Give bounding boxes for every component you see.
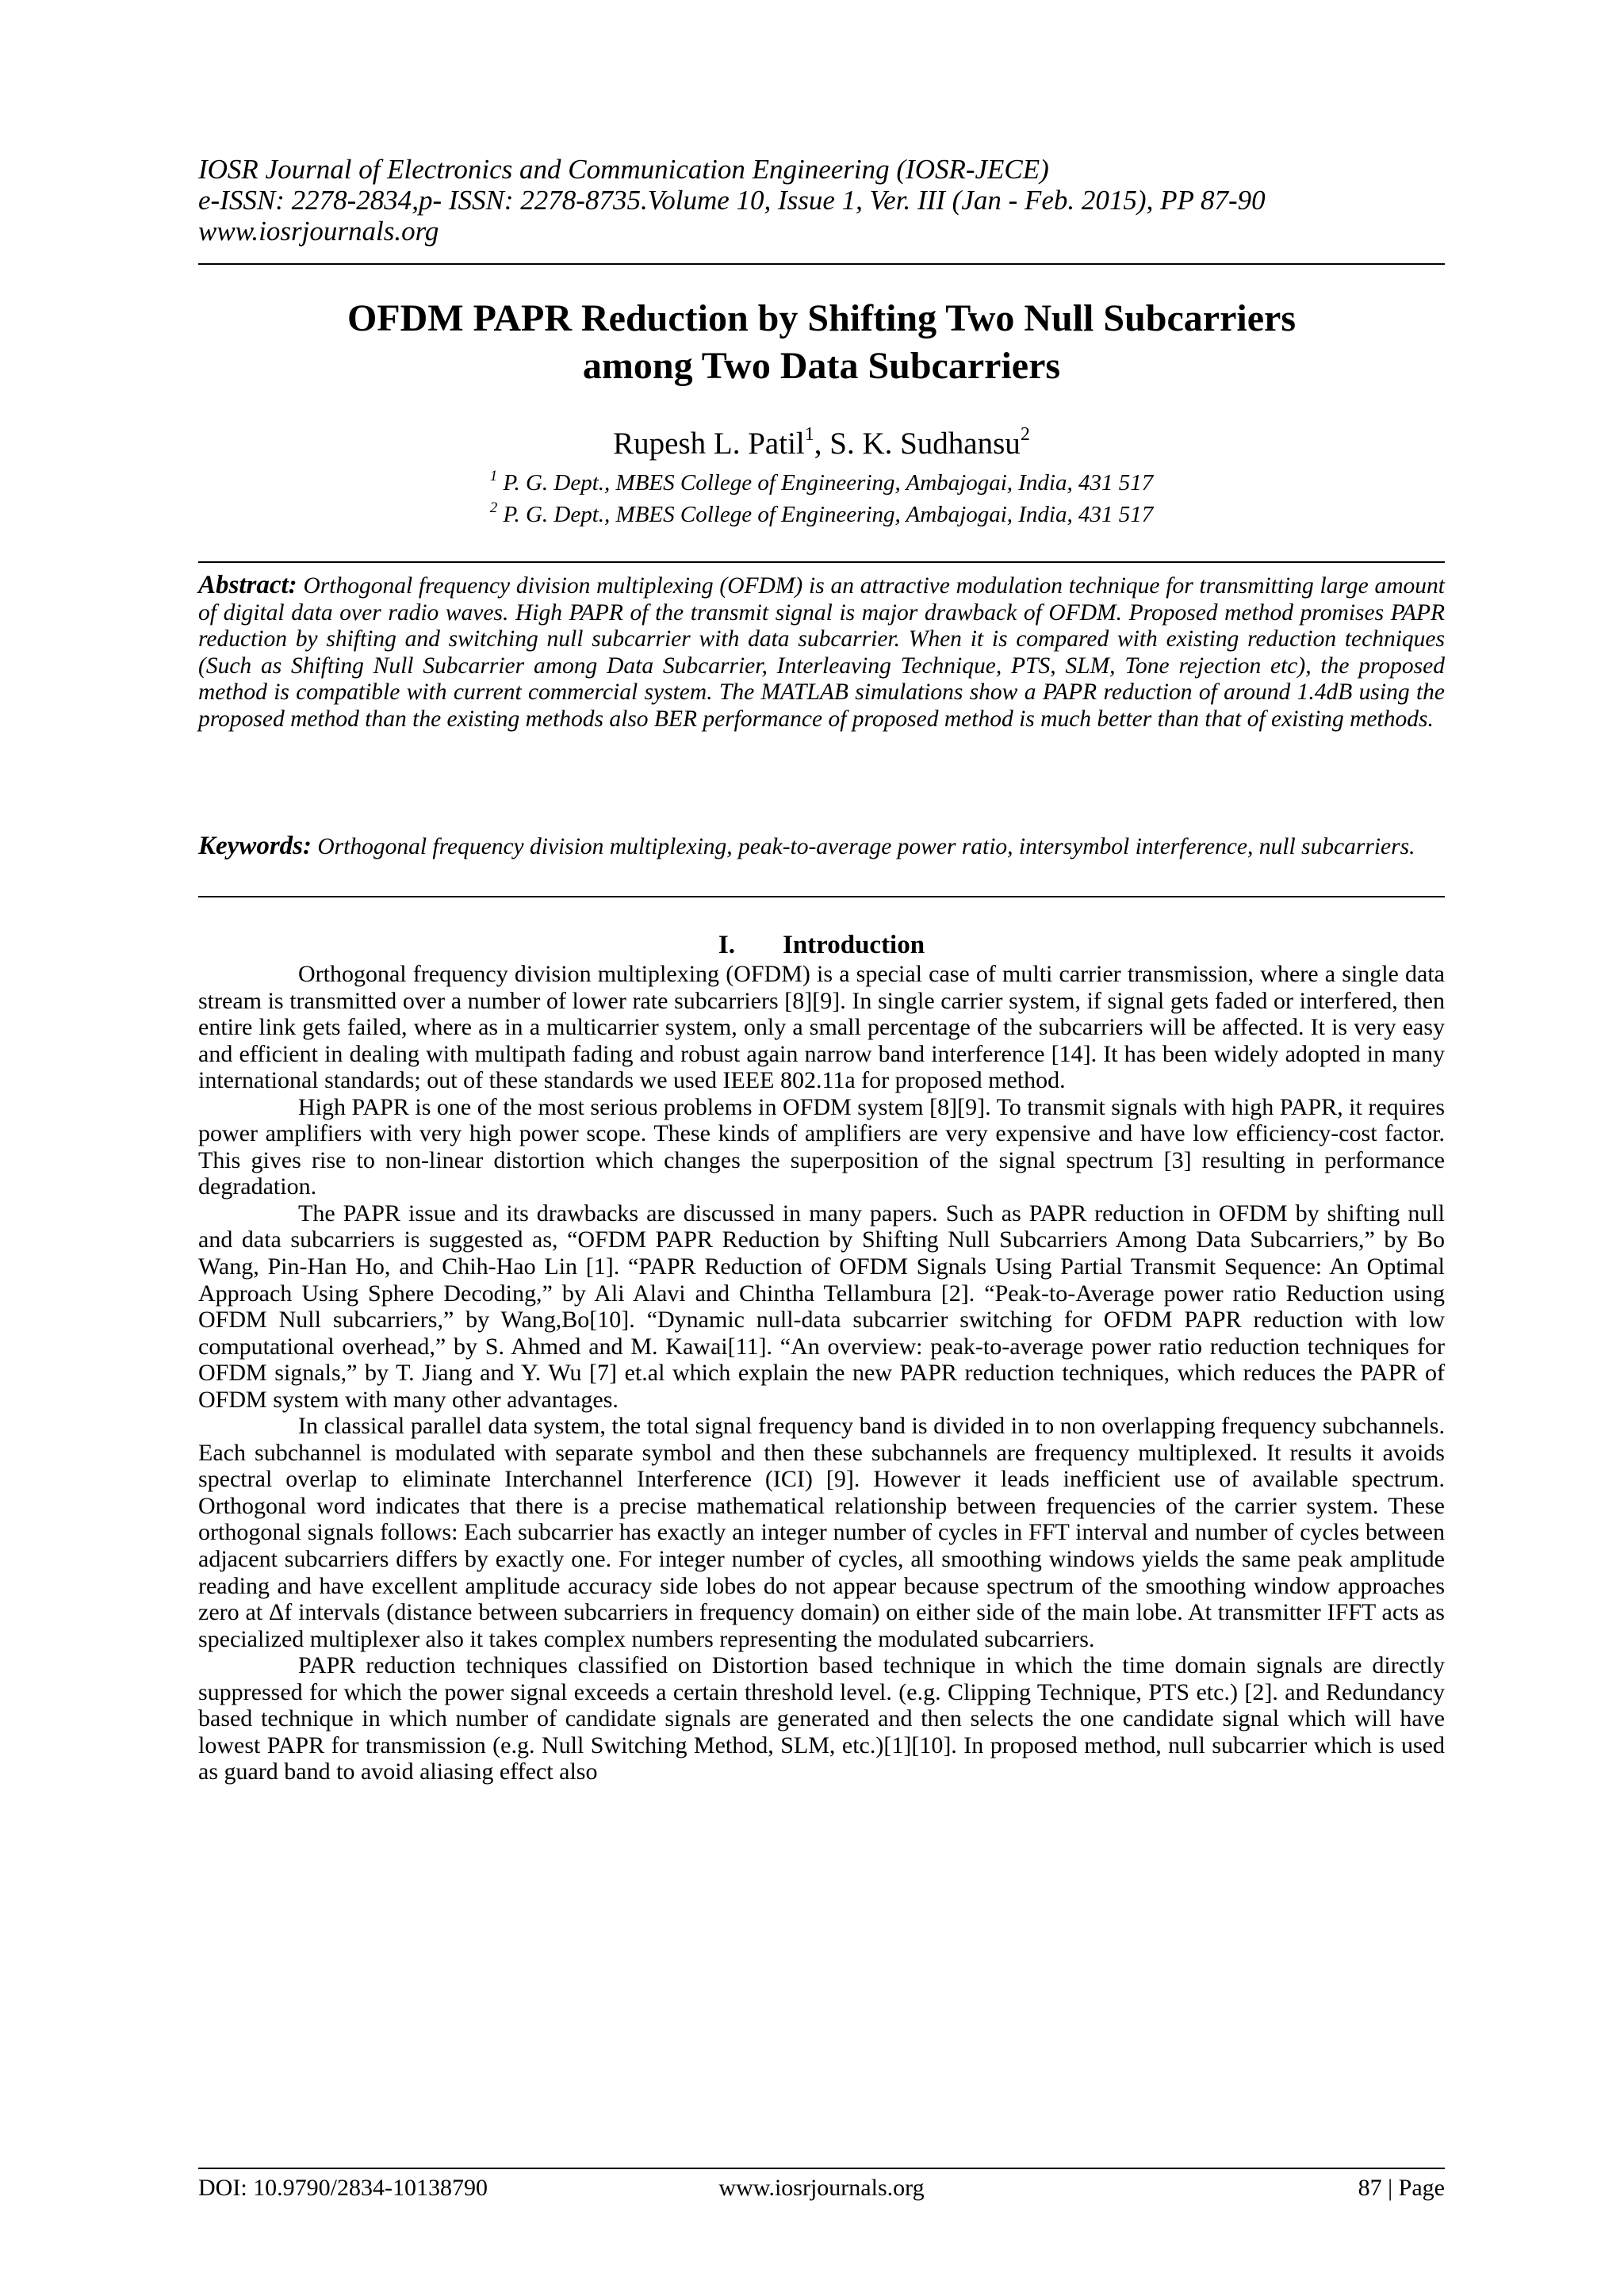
paper-page: [198, 0, 1445, 2296]
abstract-label: Abstract:: [198, 571, 297, 599]
journal-website[interactable]: www.iosrjournals.org: [198, 216, 439, 247]
keywords-text: Orthogonal frequency division multiplexing, peak-to-average power ratio, intersymbol interference, null subcarriers.: [312, 834, 1415, 859]
footer-divider: [198, 2168, 1445, 2169]
section-number: I.: [718, 931, 735, 959]
author-separator: ,: [814, 427, 830, 461]
header-divider: [198, 263, 1445, 265]
author-2-marker: 2: [1020, 424, 1030, 445]
abstract: [198, 572, 1445, 733]
affiliation-2-text: P. G. Dept., MBES College of Engineering, Ambajogai, India, 431 517: [497, 502, 1154, 527]
section-title: Introduction: [782, 931, 925, 959]
abstract-bottom-rule: [198, 896, 1445, 897]
author-list: [198, 426, 1445, 462]
author-1-marker: 1: [804, 424, 814, 445]
footer-doi: DOI: 10.9790/2834-10138790: [198, 2175, 488, 2201]
affiliation-2-marker: 2: [489, 499, 498, 516]
section-heading: [198, 929, 1445, 961]
author-2: S. K. Sudhansu: [829, 427, 1021, 461]
paragraph-3: The PAPR issue and its drawbacks are discussed in many papers. Such as PAPR reduction in OFDM by shifting null and data subcarriers is suggested as, “OFDM PAPR Reduction by Shifting Null Subcarriers Among Data Subcarriers,” by Bo Wang, Pin-Han Ho, and Chih-Hao Lin [1]. “PAPR Reduction of OFDM Signals Using Partial Transmit Sequence: An Optimal Approach Using Sphere Decoding,” by Ali Alavi and Chintha Tellambura [2]. “Peak-to-Average power ratio Reduction using OFDM Null subcarriers,” by Wang,Bo[10]. “Dynamic null-data subcarrier switching for OFDM PAPR reduction with low computational overhead,” by S. Ahmed and M. Kawai[11]. “An overview: peak-to-average power ratio reduction techniques for OFDM signals,” by T. Jiang and Y. Wu [7] et.al which explain the new PAPR reduction techniques, which reduces the PAPR of OFDM system with many other advantages.: [198, 1200, 1445, 1413]
keywords: [198, 833, 1445, 861]
affiliation-1-marker: 1: [489, 468, 498, 484]
paper-title: [198, 295, 1445, 390]
footer-page-number: 87 | Page: [1358, 2175, 1445, 2201]
title-line-1: OFDM PAPR Reduction by Shifting Two Null Subcarriers: [347, 297, 1297, 339]
affiliation-2: [198, 501, 1445, 528]
paragraph-4: In classical parallel data system, the total signal frequency band is divided in to non overlapping frequency subchannels. Each subchannel is modulated with separate symbol and then these subchannels are frequency multiplexed. It results it avoids spectral overlap to eliminate Interchannel Interference (ICI) [9]. However it leads inefficient use of available spectrum. Orthogonal word indicates that there is a precise mathematical relationship between frequencies of the carrier system. These orthogonal signals follows: Each subcarrier has exactly an integer number of cycles in FFT interval and number of cycles between adjacent subcarriers differs by exactly one. For integer number of cycles, all smoothing windows yields the same peak amplitude reading and have excellent amplitude accuracy side lobes do not appear because spectrum of the smoothing window approaches zero at Δf intervals (distance between subcarriers in frequency domain) on either side of the main lobe. At transmitter IFFT acts as specialized multiplexer also it takes complex numbers representing the modulated subcarriers.: [198, 1413, 1445, 1652]
title-line-2: among Two Data Subcarriers: [582, 345, 1061, 387]
paragraph-1: Orthogonal frequency division multiplexing (OFDM) is a special case of multi carrier transmission, where a single data stream is transmitted over a number of lower rate subcarriers [8][9]. In single carrier system, if signal gets faded or interfered, then entire link gets failed, where as in a multicarrier system, only a small percentage of the subcarriers will be affected. It is very easy and efficient in dealing with multipath fading and robust again narrow band interference [14]. It has been widely adopted in many international standards; out of these standards we used IEEE 802.11a for proposed method.: [198, 961, 1445, 1094]
affiliation-1-text: P. G. Dept., MBES College of Engineering, Ambajogai, India, 431 517: [497, 470, 1154, 496]
abstract-top-rule: [198, 561, 1445, 563]
journal-name: IOSR Journal of Electronics and Communication Engineering (IOSR-JECE): [198, 154, 1049, 185]
journal-header: [198, 154, 1445, 247]
footer-website[interactable]: www.iosrjournals.org: [718, 2175, 925, 2201]
author-1: Rupesh L. Patil: [613, 427, 805, 461]
affiliation-1: [198, 469, 1445, 496]
paragraph-2: High PAPR is one of the most serious problems in OFDM system [8][9]. To transmit signals with high PAPR, it requires power amplifiers with very high power scope. These kinds of amplifiers are very expensive and have low efficiency-cost factor. This gives rise to non-linear distortion which changes the superposition of the signal spectrum [3] resulting in performance degradation.: [198, 1093, 1445, 1200]
journal-issn: e-ISSN: 2278-2834,p- ISSN: 2278-8735.Volume 10, Issue 1, Ver. III (Jan - Feb. 2015), PP 87-90: [198, 185, 1266, 216]
introduction-body: [198, 961, 1445, 1785]
keywords-label: Keywords:: [198, 832, 312, 860]
paragraph-5: PAPR reduction techniques classified on Distortion based technique in which the time domain signals are directly suppressed for which the power signal exceeds a certain threshold level. (e.g. Clipping Technique, PTS etc.) [2]. and Redundancy based technique in which number of candidate signals are generated and then selects the one candidate signal which will have lowest PAPR for transmission (e.g. Null Switching Method, SLM, etc.)[1][10]. In proposed method, null subcarrier which is used as guard band to avoid aliasing effect also: [198, 1652, 1445, 1785]
abstract-text: Orthogonal frequency division multiplexing (OFDM) is an attractive modulation technique for transmitting large amount of digital data over radio waves. High PAPR of the transmit signal is major drawback of OFDM. Proposed method promises PAPR reduction by shifting and switching null subcarrier with data subcarrier. When it is compared with existing reduction techniques (Such as Shifting Null Subcarrier among Data Subcarrier, Interleaving Technique, PTS, SLM, Tone rejection etc), the proposed method is compatible with current commercial system. The MATLAB simulations show a PAPR reduction of around 1.4dB using the proposed method than the existing methods also BER performance of proposed method is much better than that of existing methods.: [198, 573, 1445, 732]
